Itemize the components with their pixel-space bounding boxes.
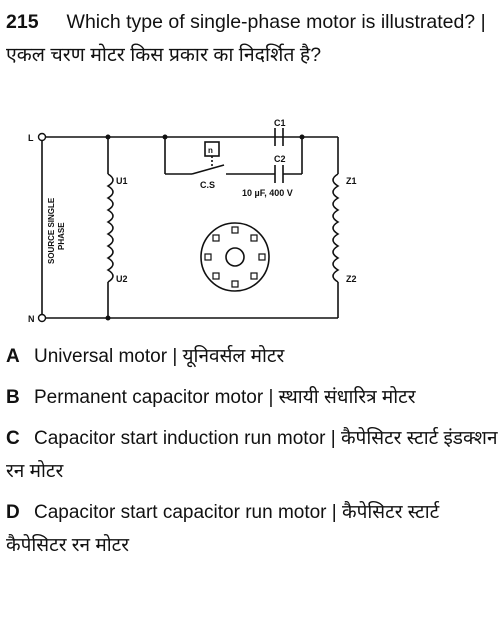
question-text-hindi: एकल चरण मोटर किस प्रकार का निदर्शित है?	[6, 44, 322, 66]
source-label-line2: PHASE	[57, 222, 66, 250]
option-a[interactable]	[6, 340, 498, 373]
option-letter: C	[6, 428, 20, 449]
terminal-n	[39, 315, 46, 322]
motor-circuit-diagram	[28, 118, 410, 332]
option-letter: A	[6, 346, 20, 367]
option-text: Universal motor | यूनिवर्सल मोटर	[34, 346, 285, 367]
option-c[interactable]	[6, 422, 498, 488]
terminal-l	[39, 134, 46, 141]
u-winding-coil	[108, 174, 113, 282]
label-n: N	[28, 314, 35, 324]
z-winding-coil	[333, 174, 338, 282]
question-number: 215	[6, 11, 39, 33]
label-u2: U2	[116, 274, 128, 284]
option-b[interactable]	[6, 381, 498, 414]
option-text: Capacitor start induction run motor | कैपेसिटर स्टार्ट इंडक्शन रन मोटर	[6, 428, 498, 482]
label-l: L	[28, 133, 34, 143]
option-text: Capacitor start capacitor run motor | कैपेसिटर स्टार्ट कैपेसिटर रन मोटर	[6, 502, 440, 556]
rotor-slots	[205, 227, 265, 287]
label-c1: C1	[274, 118, 286, 128]
label-c2: C2	[274, 154, 286, 164]
cap-rating: 10 µF, 400 V	[242, 188, 293, 198]
question-block	[6, 6, 498, 72]
label-cs: C.S	[200, 180, 216, 190]
option-letter: D	[6, 502, 20, 523]
label-z2: Z2	[346, 274, 357, 284]
option-letter: B	[6, 387, 20, 408]
option-text: Permanent capacitor motor | स्थायी संधारित्र मोटर	[34, 387, 416, 408]
label-n-box: n	[208, 146, 213, 155]
question-text-english: Which type of single-phase motor is illustrated? |	[66, 11, 486, 33]
source-label-line1: SOURCE SINGLE	[47, 197, 56, 264]
rotor-shaft	[226, 248, 244, 266]
centrifugal-switch	[192, 165, 224, 174]
label-z1: Z1	[346, 176, 357, 186]
options-list	[6, 340, 498, 570]
option-d[interactable]	[6, 496, 498, 562]
label-u1: U1	[116, 176, 128, 186]
